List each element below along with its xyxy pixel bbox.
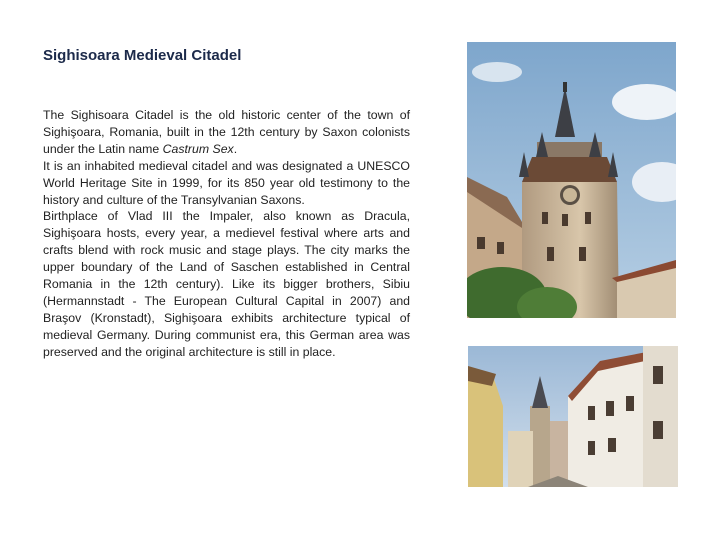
paragraph-intro	[43, 107, 410, 158]
latin-name: Castrum Sex	[162, 141, 234, 156]
intro-end: .	[233, 141, 238, 156]
clock-tower-photo	[467, 42, 676, 318]
intro-text: The Sighisoara Citadel is the old historic center of the town of Sighişoara, Romania, built in the 12th century by Saxon colonists under the Latin name	[43, 108, 410, 156]
street-view-photo	[468, 346, 678, 487]
description-text	[43, 107, 410, 361]
paragraph-unesco: It is an inhabited medieval citadel and was designated a UNESCO World Heritage Site in 1999, for its 850 year old testimony to the history and culture of the Transylvanian Saxons.	[43, 158, 410, 207]
slide-title: Sighisoara Medieval Citadel	[43, 47, 242, 64]
paragraph-history: Birthplace of Vlad III the Impaler, also known as Dracula, Sighişoara hosts, every year, a medievel festival where arts and crafts blend with rock music and stage plays. The city marks the upper boundary of the Land of Saschen established in Central Romania in the 12th century). Like its bigger brothers, Sibiu (Hermannstadt - The European Cultural Capital in 2007) and Braşov (Kronstadt), Sighişoara exhibits architecture typical of medieval Germany. During communist era, this German area was preserved and the original architecture is still in place.	[43, 209, 410, 359]
